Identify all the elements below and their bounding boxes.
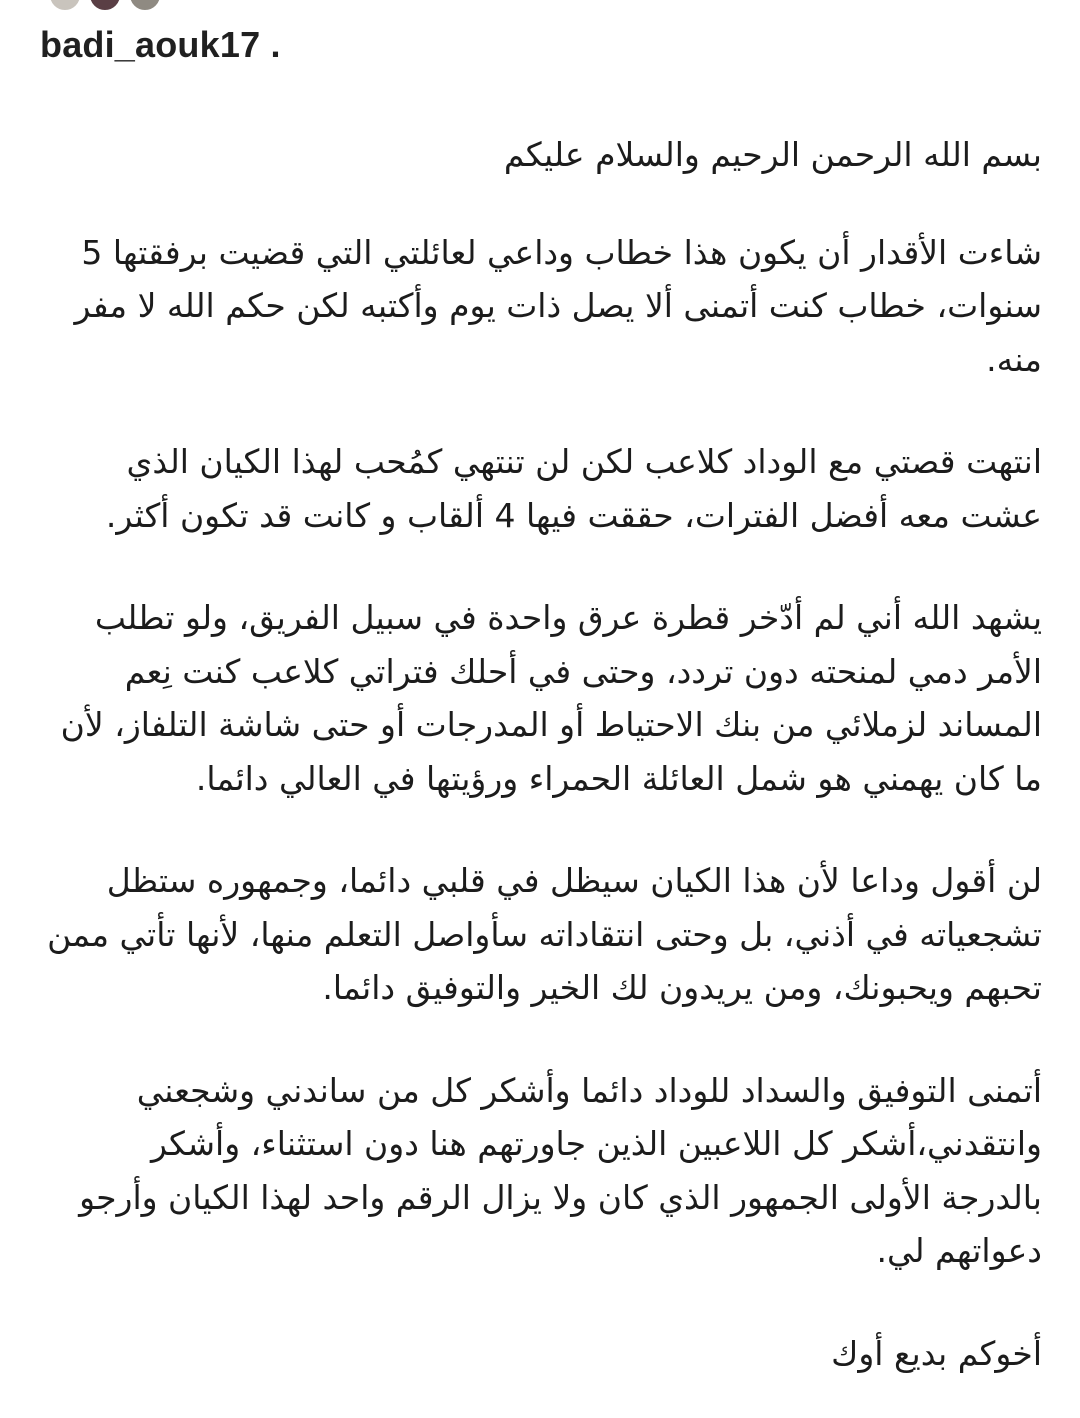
- post-caption: [40, 128, 1042, 1380]
- avatar[interactable]: [48, 0, 82, 12]
- liker-avatars[interactable]: [48, 0, 162, 12]
- avatar[interactable]: [128, 0, 162, 12]
- caption-paragraph-1: شاءت الأقدار أن يكون هذا خطاب وداعي لعائلتي التي قضيت برفقتها 5 سنوات، خطاب كنت أتمنى ألا يصل ذات يوم وأكتبه لكن حكم الله لا مفر منه.: [74, 232, 1042, 379]
- caption-paragraph-3: يشهد الله أني لم أدّخر قطرة عرق واحدة في سبيل الفريق، ولو تطلب الأمر دمي لمنحته دون تردد، وحتى في أحلك فتراتي كلاعب كنت نِعم المساند لزملائي من بنك الاحتياط أو المدرجات أو حتى شاشة التلفاز، لأن ما كان يهمني هو شمل العائلة الحمراء ورؤيتها في العالي دائما.: [60, 598, 1042, 798]
- caption-greeting: بسم الله الرحمن الرحيم والسلام عليكم: [503, 135, 1042, 174]
- caption-paragraph-5: أتمنى التوفيق والسداد للوداد دائما وأشكر كل من ساندني وشجعني وانتقدني،أشكر كل اللاعبين الذين جاورتهم هنا دون استثناء، وأشكر بالدرجة الأولى الجمهور الذي كان ولا يزال الرقم واحد لهذا الكيان وأرجو دعواتهم لي.: [79, 1070, 1042, 1270]
- post-username[interactable]: badi_aouk17 .: [40, 24, 281, 65]
- caption-signature: أخوكم بديع أوك: [831, 1333, 1042, 1373]
- avatar[interactable]: [88, 0, 122, 12]
- caption-paragraph-2: انتهت قصتي مع الوداد كلاعب لكن لن تنتهي كمُحب لهذا الكيان الذي عشت معه أفضل الفترات، حققت فيها 4 ألقاب و كانت قد تكون أكثر.: [105, 442, 1042, 535]
- caption-paragraph-4: لن أقول وداعا لأن هذا الكيان سيظل في قلبي دائما، وجمهوره ستظل تشجعياته في أذني، بل وحتى انتقاداته سأواصل التعلم منها، لأنها تأتي ممن تحبهم ويحبونك، ومن يريدون لك الخير والتوفيق دائما.: [47, 861, 1042, 1007]
